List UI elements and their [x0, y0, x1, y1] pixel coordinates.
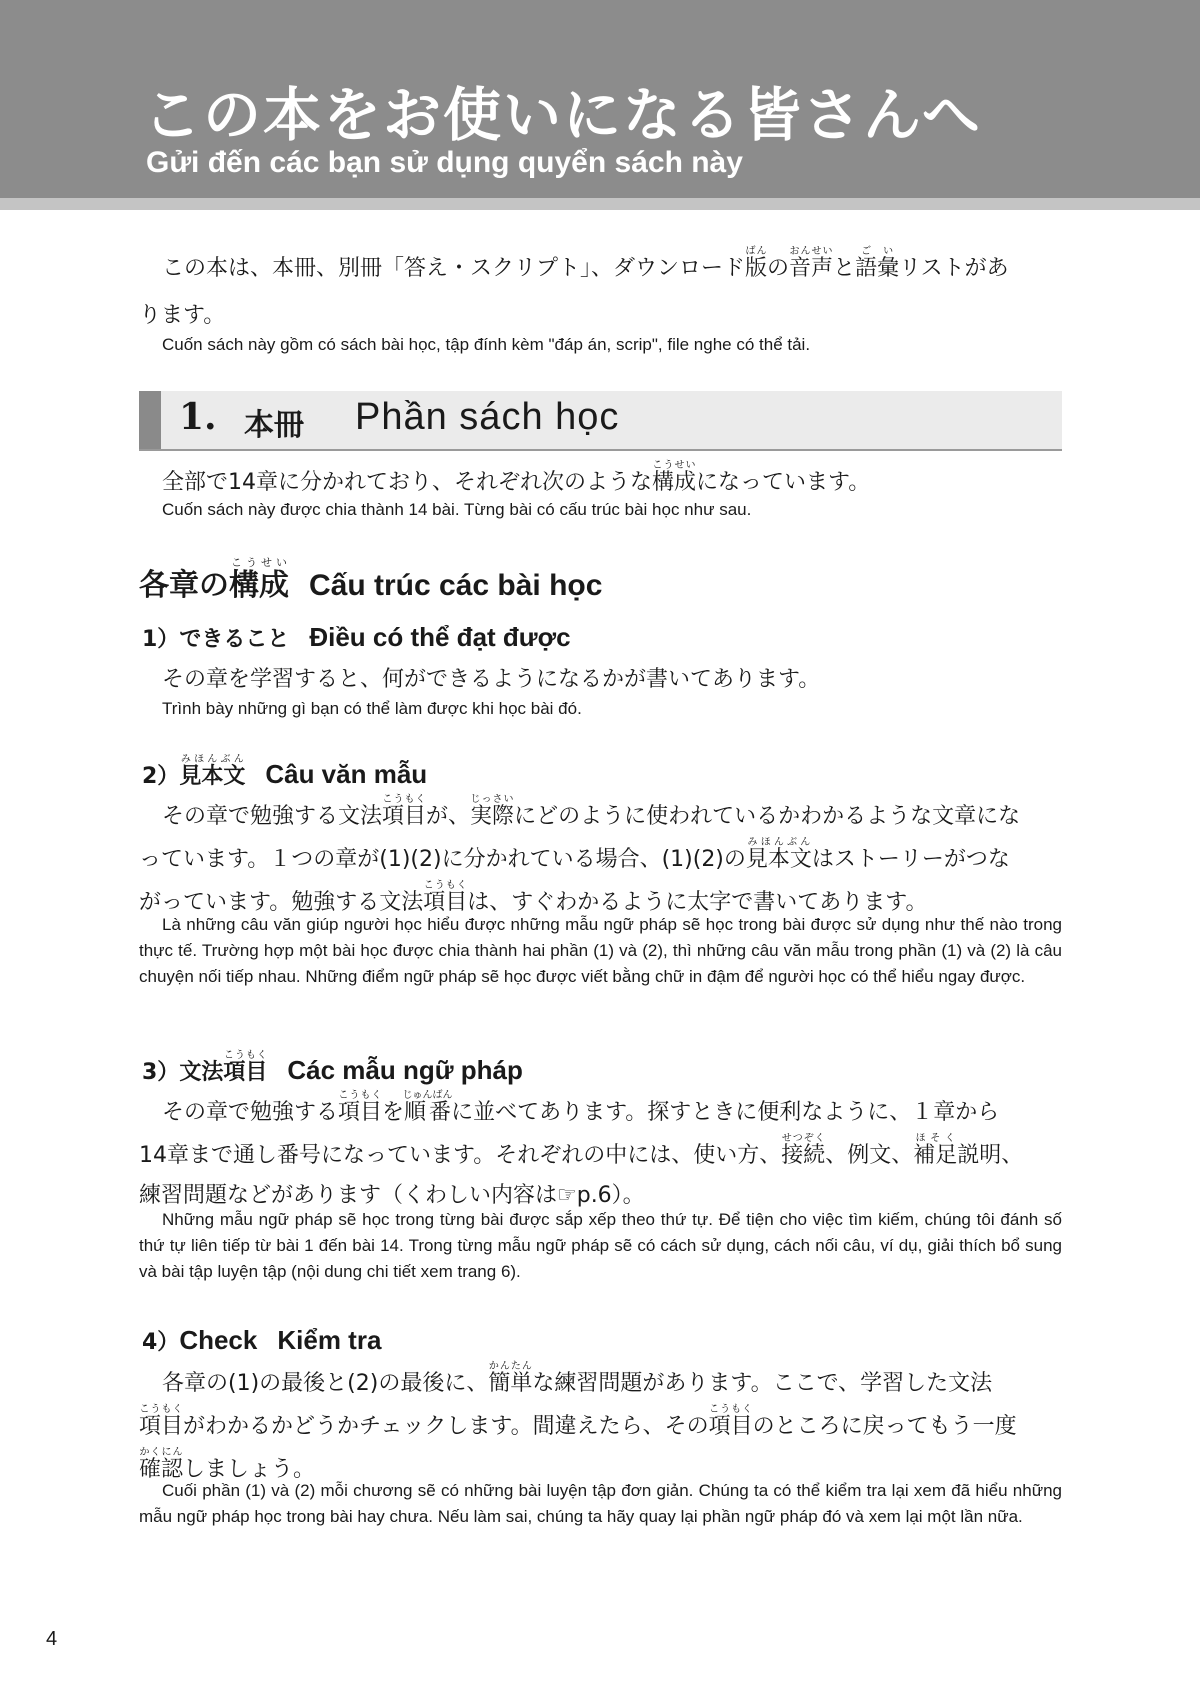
item1-jp-text: その章を学習すると、何ができるようになるかが書いてあります。	[162, 667, 821, 692]
intro-block	[162, 246, 1062, 289]
section1-jp-text: 全部で14章に分かれており、それぞれ次のような構成こうせいになっています。	[162, 460, 871, 495]
structure-jp-heading: 各章の構成こうせい	[139, 556, 289, 603]
item2-jp-text: その章で勉強する文法項目こうもくが、実際じっさいにどのように使われているかわかるような文章にな っています。１つの章が(1)(2)に分かれている場合、(1)(2)の見本文みほんぶんはストーリーがつな がっています。勉強する文法項目こうもくは、すぐわかるように太字で書いてあります。	[139, 794, 1021, 915]
item4-vi-text: Cuối phần (1) và (2) mỗi chương sẽ có những bài luyện tập đơn giản. Chúng ta có thể kiểm tra lại xem đã hiểu những mẫu ngữ pháp học trong bài hay chưa. Nếu làm sai, chúng ta hãy quay lại phần ngữ pháp đó và xem lại một lần nữa.	[139, 1481, 1062, 1526]
item3-vi-text: Những mẫu ngữ pháp sẽ học trong từng bài được sắp xếp theo thứ tự. Để tiện cho việc tìm kiếm, chúng tôi đánh số thứ tự liên tiếp từ bài 1 đến bài 14. Trong từng mẫu ngữ pháp sẽ có cách sử dụng, cách nối câu, ví dụ, giải thích bổ sung và bài tập luyện tập (nội dung chi tiết xem trang 6).	[139, 1210, 1062, 1281]
section-accent	[139, 391, 161, 449]
intro-vi-text: Cuốn sách này gồm có sách bài học, tập đính kèm "đáp án, scrip", file nghe có thể tải.	[162, 335, 811, 354]
item2-vi-text: Là những câu văn giúp người học hiểu được những mẫu ngữ pháp sẽ học trong bài được sử dụng như thế nào trong thực tế. Trường hợp một bài học được chia thành hai phần (1) và (2), thì những câu văn mẫu trong phần (1) và (2) là câu chuyện nối tiếp nhau. Những điểm ngữ pháp sẽ học được viết bằng chữ in đậm để người học có thể hiểu ngay được.	[139, 915, 1062, 986]
item3-jp-text: その章で勉強する項目こうもくを順番じゅんばんに並べてあります。探すときに便利なように、１章から 14章まで通し番号になっています。それぞれの中には、使い方、接続せつぞく、例文、補足ほそく説明、 練習問題などがあります（くわしい内容は☞p.6）。	[139, 1090, 1024, 1208]
item1-heading: 1）できること Điều có thể đạt được	[142, 622, 571, 652]
item4-jp-text: 各章の(1)の最後と(2)の最後に、簡単かんたんな練習問題があります。ここで、学習した文法 項目こうもくがわかるかどうかチェックします。間違えたら、その項目こうもくのところに戻ってもう一度 確認かくにんしましょう。	[139, 1361, 1017, 1482]
page-header	[0, 0, 1200, 198]
section-jp-label: 本冊	[244, 408, 304, 443]
item2-heading: 2）見本文みほんぶん Câu văn mẫu	[142, 754, 428, 789]
item4-heading: 4）Check Kiểm tra	[142, 1325, 382, 1355]
section1-vi-text: Cuốn sách này được chia thành 14 bài. Từng bài có cấu trúc bài học như sau.	[162, 500, 752, 519]
structure-vi-heading: Cấu trúc các bài học	[309, 569, 603, 602]
page-number: 4	[46, 1628, 58, 1650]
item3-heading: 3）文法項目こうもく Các mẫu ngữ pháp	[142, 1050, 523, 1085]
section-heading-bar	[139, 391, 1062, 451]
section-number: 1.	[179, 396, 217, 438]
section-vi-label: Phần sách học	[355, 396, 620, 438]
page-subtitle: Gửi đến các bạn sử dụng quyển sách này	[146, 146, 743, 179]
structure-heading	[139, 556, 602, 604]
intro-jp-line1: この本は、本冊、別冊「答え・スクリプト」、ダウンロード版ばんの音声おんせいと語彙ごいリストがあ	[162, 246, 1009, 281]
intro-jp-line2: ります。	[139, 303, 226, 328]
page-title: この本をお使いになる皆さんへ	[143, 81, 982, 149]
item1-vi-text: Trình bày những gì bạn có thể làm được khi học bài đó.	[162, 699, 582, 718]
header-divider	[0, 198, 1200, 210]
